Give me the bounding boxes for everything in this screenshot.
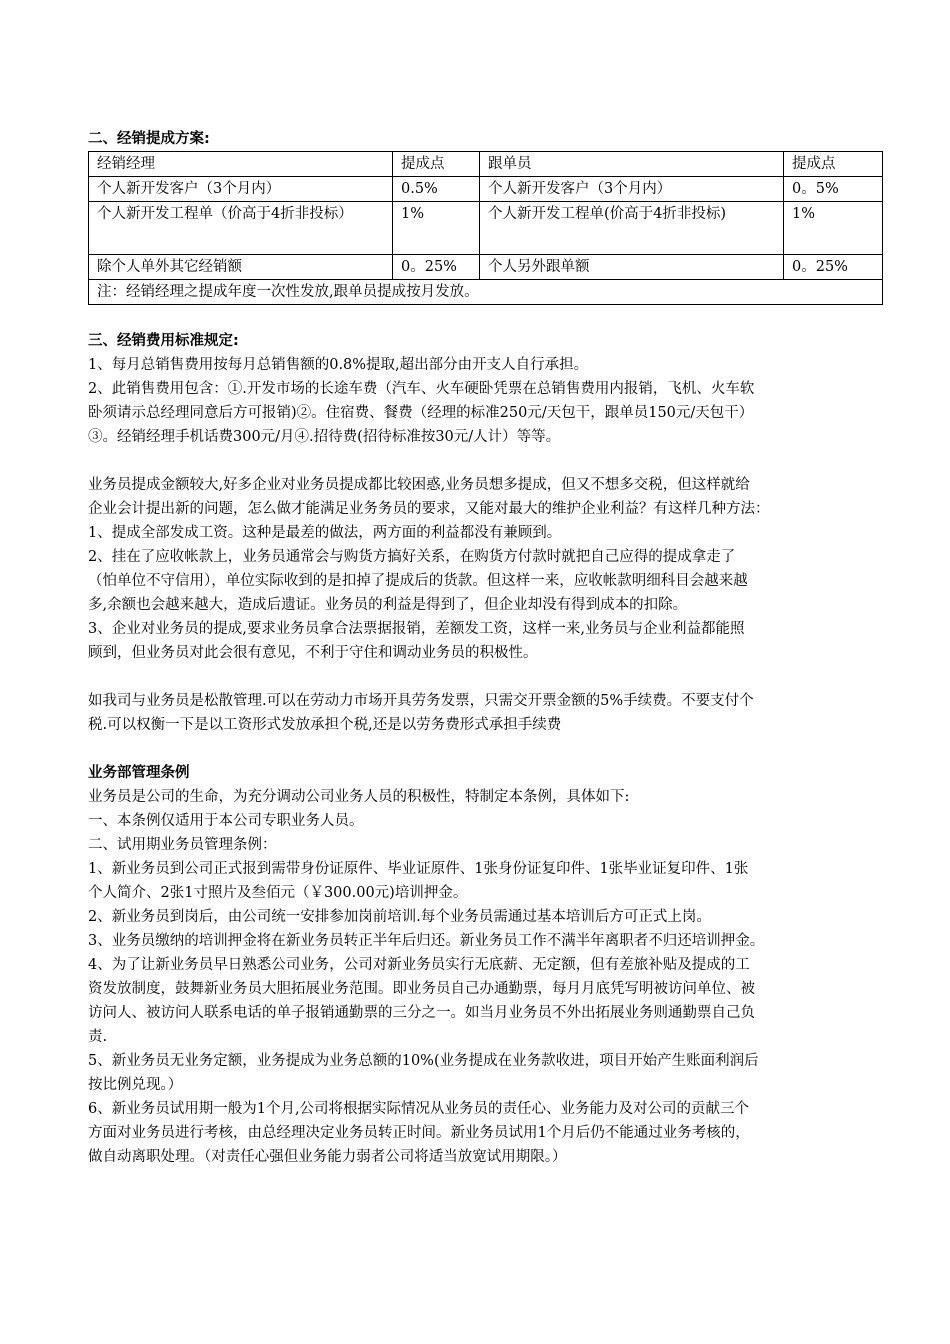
text-line: 3、企业对业务员的提成,要求业务员拿合法票据报销，差额发工资，这样一来,业务员与企业利益都能照 [88, 621, 745, 637]
table-row [89, 177, 883, 202]
table-cell: 个人新开发客户（3个月内） [89, 177, 393, 202]
text-line: 多,余额也会越来越大，造成后遗证。业务员的利益是得到了，但企业却没有得到成本的扣除。 [88, 597, 688, 613]
text-line: 个人简介、2张1寸照片及叁佰元（￥300.00元)培训押金。 [88, 885, 468, 901]
header-cell: 提成点 [784, 152, 883, 177]
text-line: 1、提成全部发成工资。这种是最差的做法，两方面的利益都没有兼顾到。 [88, 525, 562, 541]
header-cell: 提成点 [393, 152, 480, 177]
table-note-row [89, 280, 883, 305]
text-line: （怕单位不守信用），单位实际收到的是扣掉了提成后的货款。但这样一来，应收帐款明细科目会越来越 [88, 573, 748, 589]
text-line: 访问人、被访问人联系电话的单子报销通勤票的三分之一。如当月业务员不外出拓展业务则通勤票自己负 [88, 1005, 755, 1021]
text-line: 3、业务员缴纳的培训押金将在新业务员转正半年后归还。新业务员工作不满半年离职者不归还培训押金。 [88, 933, 765, 949]
text-line: 资发放制度，鼓舞新业务员大胆拓展业务范围。即业务员自己办通勤票，每月月底凭写明被访问单位、被 [88, 981, 755, 997]
commission-table [88, 151, 883, 305]
table-cell: 除个人单外其它经销额 [89, 255, 393, 280]
regulation-title: 业务部管理条例 [88, 765, 190, 781]
document-page [88, 0, 888, 1169]
text-line: 业务员提成金额较大,好多企业对业务员提成都比较困惑,业务员想多提成，但又不想多交税，但这样就给 [88, 477, 750, 493]
table-cell: 个人另外跟单额 [480, 255, 784, 280]
header-cell: 经销经理 [89, 152, 393, 177]
text-line: ③。经销经理手机话费300元/月④.招待费(招待标准按30元/人计）等等。 [88, 429, 561, 445]
text-line: 如我司与业务员是松散管理.可以在劳动力市场开具劳务发票，只需交开票金额的5%手续费。不要支付个 [88, 693, 754, 709]
text-line: 按比例兑现。） [88, 1077, 183, 1093]
table-cell: 个人新开发客户（3个月内） [480, 177, 784, 202]
table-cell: 1% [784, 202, 883, 255]
text-line: 5、新业务员无业务定额，业务提成为业务总额的10%(业务提成在业务款收进，项目开始产生账面利润后 [88, 1053, 759, 1069]
text-line: 方面对业务员进行考核，由总经理决定业务员转正时间。新业务员试用1个月后仍不能通过业务考核的， [88, 1125, 750, 1141]
table-cell: 1% [393, 202, 480, 255]
text-line: 2、此销售费用包含：①.开发市场的长途车费（汽车、火车硬卧凭票在总销售费用内报销，飞机、火车软 [88, 381, 755, 397]
section2-title: 二、经销提成方案: [88, 131, 210, 147]
table-cell: 0。5% [784, 177, 883, 202]
header-cell: 跟单员 [480, 152, 784, 177]
table-cell: 个人新开发工程单（价高于4折非投标） [89, 202, 393, 255]
text-line: 1、每月总销售费用按每月总销售额的0.8%提取,超出部分由开支人自行承担。 [88, 357, 589, 373]
text-line: 1、新业务员到公司正式报到需带身份证原件、毕业证原件、1张身份证复印件、1张毕业证复印件、1张 [88, 861, 749, 877]
text-line: 6、新业务员试用期一般为1个月,公司将根据实际情况从业务员的责任心、业务能力及对公司的贡献三个 [88, 1101, 750, 1117]
section3-title: 三、经销费用标准规定: [88, 333, 239, 349]
text-line: 4、为了让新业务员早日熟悉公司业务，公司对新业务员实行无底薪、无定额，但有差旅补贴及提成的工 [88, 957, 750, 973]
text-line: 2、新业务员到岗后，由公司统一安排参加岗前培训.每个业务员需通过基本培训后方可正式上岗。 [88, 909, 711, 925]
text-line: 一、本条例仅适用于本公司专职业务人员。 [88, 813, 364, 829]
table-cell: 个人新开发工程单(价高于4折非投标) [480, 202, 784, 255]
text-line: 卧须请示总经理同意后方可报销)②。住宿费、餐费（经理的标准250元/天包干，跟单员150元/天包干） [88, 405, 754, 421]
text-line: 业务员是公司的生命，为充分调动公司业务人员的积极性，特制定本条例，具体如下: [88, 789, 630, 805]
table-cell: 0。25% [784, 255, 883, 280]
text-line: 税.可以权衡一下是以工资形式发放承担个税,还是以劳务费形式承担手续费 [88, 717, 562, 733]
table-cell: 0。25% [393, 255, 480, 280]
table-header-row [89, 152, 883, 177]
table-row [89, 255, 883, 280]
text-line: 做自动离职处理。（对责任心强但业务能力弱者公司将适当放宽试用期限。） [88, 1149, 567, 1165]
table-note: 注：经销经理之提成年度一次性发放,跟单员提成按月发放。 [89, 280, 883, 305]
text-line: 企业会计提出新的问题，怎么做才能满足业务务员的要求，又能对最大的维护企业利益？有这样几种方法： [88, 501, 770, 517]
table-row [89, 202, 883, 255]
text-line: 二、试用期业务员管理条例： [88, 837, 277, 853]
text-line: 2、挂在了应收帐款上，业务员通常会与购货方搞好关系，在购货方付款时就把自己应得的提成拿走了 [88, 549, 736, 565]
table-cell: 0.5% [393, 177, 480, 202]
text-line: 顾到，但业务员对此会很有意见，不利于守住和调动业务员的积极性。 [88, 645, 538, 661]
text-line: 责. [88, 1029, 108, 1045]
